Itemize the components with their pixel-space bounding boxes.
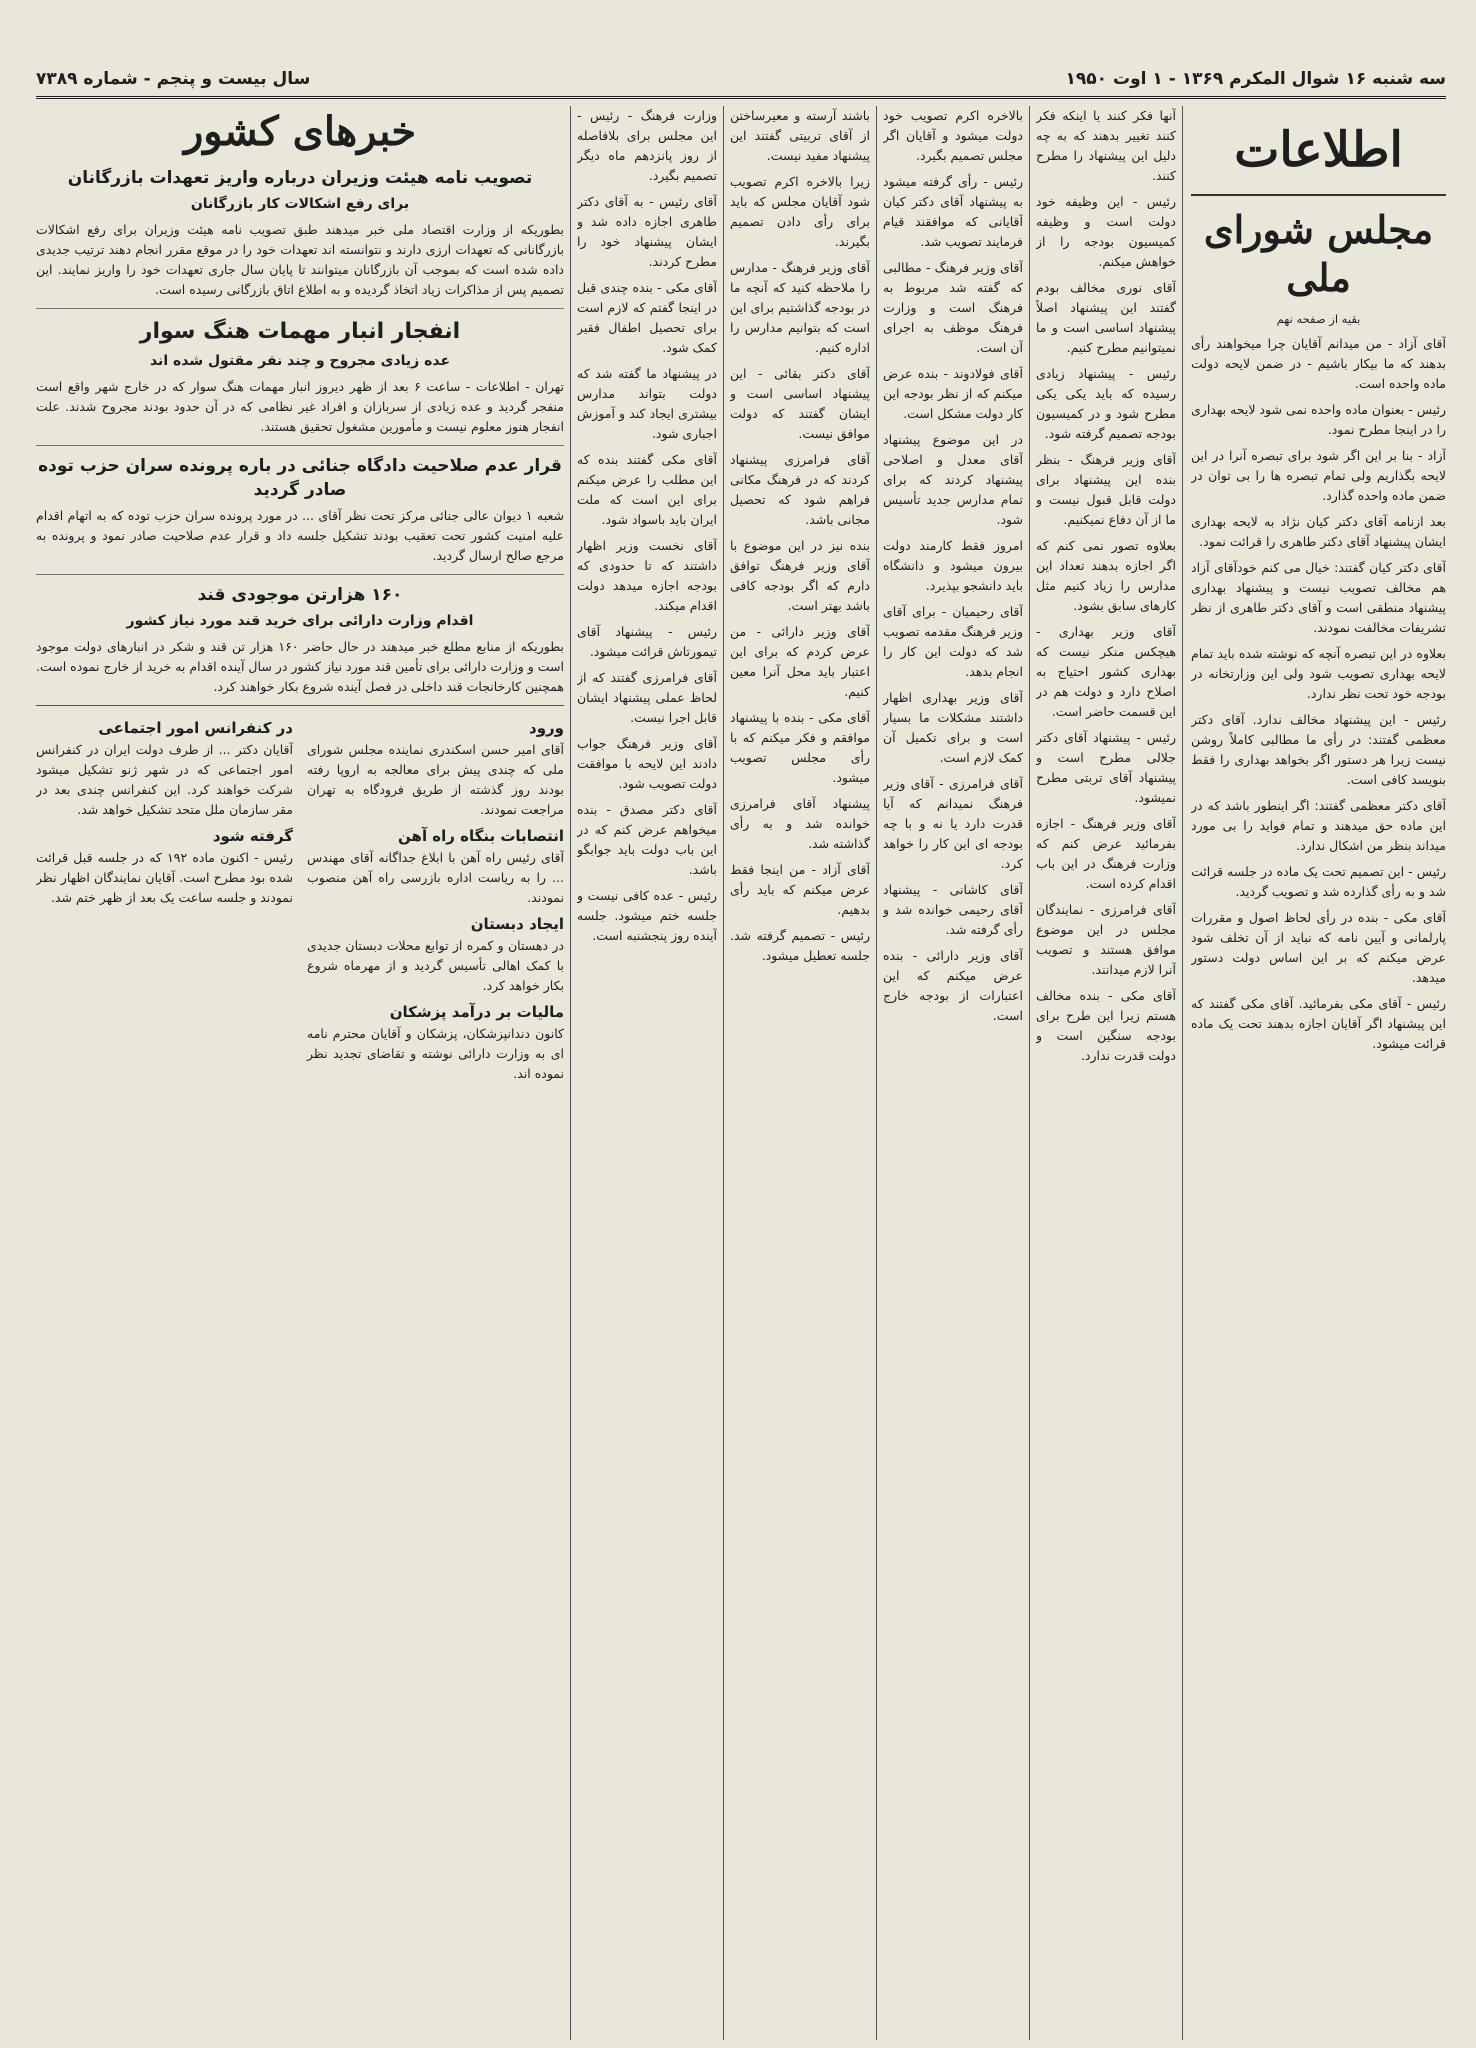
paragraph: رئیس - این تصمیم تحت یک ماده در جلسه قرائت شد و به رأی گذارده شد و تصویب گردید. <box>1191 864 1446 899</box>
headline-sugar: ۱۶۰ هزارتن موجودی قند <box>197 585 403 605</box>
column-3 <box>883 106 1023 2040</box>
item-text: آقایان دکتر ... از طرف دولت ایران در کنفرانس امور اجتماعی که در شهر ژنو تشکیل میشود شرکت خواهند کرد. این کنفرانس چندی بعد در مقر سازمان ملل متحد تشکیل خواهد شد. <box>36 742 293 817</box>
column-rule <box>876 106 877 2040</box>
paragraph: شعبه ۱ دیوان عالی جنائی مرکز تحت نظر آقای ... در مورد پرونده سران حزب توده که به اتهام اقدام علیه امنیت کشور تحت تعقیب بودند تشکیل جلسه داد و قرار عدم صلاحیت صادر نمود و پرونده به مرجع صالح ارسال گردید. <box>36 508 564 563</box>
paragraph: آقای فرامرزی - آقای وزیر فرهنگ نمیدانم که آیا قدرت دارد یا نه و با چه بودجه ای این کار را خواهد کرد. <box>883 776 1023 871</box>
paragraph: بعد ازنامه آقای دکتر کیان نژاد به لایحه بهداری ایشان پیشنهاد آقای دکتر طاهری را قرائت نمود. <box>1191 514 1446 549</box>
paragraph: آقای رئیس - به آقای دکتر طاهری اجازه داده شد و ایشان پیشنهاد خود را مطرح کردند. <box>577 194 717 269</box>
paragraph: آقای وزیر بهداری اظهار داشتند مشکلات ما بسیار است و برای تکمیل آن کمک لازم است. <box>883 690 1023 765</box>
paragraph: آقای فرامرزی پیشنهاد کردند که در فرهنگ مکانی فراهم شود که تحصیل مجانی باشد. <box>730 452 870 527</box>
paragraph: تهران - اطلاعات - ساعت ۶ بعد از ظهر دیروز انبار مهمات هنگ سوار که در خارج شهر واقع است منفجر گردید و عده زیادی از سربازان و افراد غیر نظامی که در آن حدود بودند مجروح شدند. علت انفجار هنوز معلوم نیست و مأمورین مشغول تحقیق هستند. <box>36 379 564 434</box>
paragraph: رئیس - عده کافی نیست و جلسه ختم میشود. جلسه آینده روز پنجشنبه است. <box>577 888 717 943</box>
paragraph: رئیس - تصمیم گرفته شد. جلسه تعطیل میشود. <box>730 928 870 963</box>
paragraph: وزارت فرهنگ - رئیس - این مجلس برای بلافاصله از روز پانزدهم ماه دیگر تصمیم بگیرد. <box>577 108 717 183</box>
subheadline: اقدام وزارت دارائی برای خرید قند مورد نیاز کشور <box>126 613 474 629</box>
item-title: مالیات بر درآمد پزشکان <box>389 1003 564 1021</box>
paragraph: آقای فولادوند - بنده عرض میکنم که از نظر بودجه این کار دولت مشکل است. <box>883 366 1023 421</box>
paragraph: بعلاوه تصور نمی کنم که اگر اجازه بدهند تعداد این مدارس را زیاد کنیم مثل کارهای سابق بشود. <box>1036 538 1176 613</box>
item-title: گرفته شود <box>212 827 293 845</box>
column-rule <box>570 106 571 2040</box>
header-bar <box>36 62 1446 99</box>
logo-text: اطلاعات <box>1234 122 1403 178</box>
paragraph: رئیس - رأی گرفته میشود به پیشنهاد آقای دکتر کیان آقایانی که موافقند قیام فرمایند تصویب شد. <box>883 174 1023 249</box>
paragraph: آقای مکی - بنده در رأی لحاظ اصول و مقررات پارلمانی و آیین نامه که نباید از آن تخلف شود عرض میکنم که بر این اساس دولت دستور میدهد. <box>1191 910 1446 985</box>
item-title: در کنفرانس امور اجتماعی <box>98 719 293 737</box>
paragraph: آقای دکتر بقائی - این پیشنهاد اساسی است و ایشان گفتند که دولت موافق نیست. <box>730 366 870 441</box>
paragraph: آقای مکی - بنده با پیشنهاد موافقم و فکر میکنم که با رأی مجلس تصویب میشود. <box>730 710 870 785</box>
column-parliament <box>1191 202 1446 2040</box>
paragraph: آقای مکی - بنده مخالف هستم زیرا این طرح برای بودجه سنگین است و دولت قدرت ندارد. <box>1036 988 1176 1063</box>
paragraph: آقای آزاد - من میدانم آقایان چرا میخواهند رأی بدهند که ما بیکار باشیم - در ضمن لایحه دولت ماده واحده است. <box>1191 336 1446 391</box>
subcolumn-right <box>307 712 564 1090</box>
issue-date: سه شنبه ۱۶ شوال المکرم ۱۳۶۹ - ۱ اوت ۱۹۵۰ <box>1065 69 1446 89</box>
item-title: انتصابات بنگاه راه آهن <box>398 827 564 845</box>
item-text: کانون دندانپزشکان، پزشکان و آقایان محترم نامه ای به وزارت دارائی نوشته و تقاضای تجدید نظر نموده اند. <box>307 1026 564 1081</box>
paragraph: آقای وزیر فرهنگ - مدارس را ملاحظه کنید که آنچه ما در بودجه گذاشتیم برای این است که بتوانیم مدارس را اداره کنیم. <box>730 260 870 355</box>
newspaper-page <box>36 62 1446 2040</box>
paragraph: آقای وزیر دارائی - بنده عرض میکنم که این اعتبارات از بودجه خارج است. <box>883 948 1023 1023</box>
subheadline: عده زیادی مجروح و چند نفر مقتول شده اند <box>149 353 451 369</box>
paragraph: در پیشنهاد ما گفته شد که دولت بتواند مدارس بیشتری ایجاد کند و آموزش اجباری شود. <box>577 366 717 441</box>
item-text: آقای امیر حسن اسکندری نماینده مجلس شورای ملی که چندی پیش برای معالجه به اروپا رفته بودند روز گذشته از طریق فرودگاه به تهران مراجعت نمودند. <box>307 742 564 817</box>
paragraph: آقای وزیر فرهنگ - بنظر بنده این پیشنهاد برای دولت قابل قبول نیست و ما از آن دفاع نمیکنیم. <box>1036 452 1176 527</box>
paragraph: آقای وزیر فرهنگ - اجازه بفرمائید عرض کنم که وزارت فرهنگ در این باب اقدام کرده است. <box>1036 816 1176 891</box>
paragraph: رئیس - پیشنهاد زیادی رسیده که باید یکی یکی مطرح شود و در کمیسیون بودجه تصمیم گرفته شود. <box>1036 366 1176 441</box>
paragraph: آقای کاشانی - پیشنهاد آقای رحیمی خوانده شد و رأی گرفته شد. <box>883 882 1023 937</box>
column-5 <box>577 106 717 2040</box>
paragraph: آقای دکتر مصدق - بنده میخواهم عرض کنم که در این باب دولت باید جوابگو باشد. <box>577 802 717 877</box>
paragraph: آقای فرامرزی - نمایندگان مجلس در این موضوع موافق هستند و تصویب آنرا لازم میدانند. <box>1036 902 1176 977</box>
paragraph: بالاخره اکرم تصویب خود دولت میشود و آقایان اگر مجلس تصمیم بگیرد. <box>883 108 1023 163</box>
item-text: آقای رئیس راه آهن با ابلاغ جداگانه آقای مهندس ... را به ریاست اداره بازرسی راه آهن منصوب نمودند. <box>307 850 564 905</box>
paragraph: آقای مکی - بنده چندی قبل در اینجا گفتم که لازم است برای تحصیل اطفال فقیر کمک شود. <box>577 280 717 355</box>
paragraph: رئیس - این پیشنهاد مخالف ندارد. آقای دکتر معظمی گفتند: در رأی ما مطالبی کاملاً روشن نیست زیرا هر دستور اگر بخواهد بهداری را فقط بنویسد کافی است. <box>1191 712 1446 787</box>
subheadline: تصویب نامه هیئت وزیران درباره واریز تعهدات بازرگانان <box>67 168 533 188</box>
paragraph: رئیس - پیشنهاد آقای دکتر جلالی مطرح است و پیشنهاد آقای تربتی مطرح نمیشود. <box>1036 730 1176 805</box>
item-text: رئیس - اکنون ماده ۱۹۲ که در جلسه قبل قرائت شده بود مطرح است. آقایان نمایندگان اظهار نظر نمودند و جلسه ساعت یک بعد از ظهر ختم شد. <box>36 850 293 905</box>
paragraph: آزاد - بنا بر این اگر شود برای تبصره آنرا در این لایحه بگذاریم ولی تمام تبصره ها را بی توان در ضمن ماده واحده گذارد. <box>1191 448 1446 503</box>
paragraph: پیشنهاد آقای فرامرزی خوانده شد و به رأی گذاشته شد. <box>730 796 870 851</box>
paragraph: آقای مکی گفتند بنده که این مطلب را عرض میکنم برای این است که ملت ایران باید باسواد شود. <box>577 452 717 527</box>
column-rule <box>1029 106 1030 2040</box>
paragraph: آقای آزاد - من اینجا فقط عرض میکنم که باید رأی بدهیم. <box>730 862 870 917</box>
paragraph: بعلاوه در این تبصره آنچه که نوشته شده باید تمام لایحه بهداری تصویب شود ولی این وزارتخانه در بودجه خود تحت نظر ندارد. <box>1191 646 1446 701</box>
paragraph: بنده نیز در این موضوع با آقای وزیر فرهنگ توافق دارم که اگر بودجه کافی باشد بهتر است. <box>730 538 870 613</box>
subcolumn-left <box>36 712 293 1090</box>
paragraph: آقای وزیر فرهنگ - مطالبی که گفته شد مربوط به فرهنگ است و وزارت فرهنگ موظف به اجرای آن است. <box>883 260 1023 355</box>
paragraph: رئیس - بعنوان ماده واحده نمی شود لایحه بهداری را در اینجا مطرح نمود. <box>1191 402 1446 437</box>
masthead-logo <box>1191 106 1446 196</box>
paragraph: آنها فکر کنند یا اینکه فکر کنند تغییر بدهند که به چه دلیل این پیشنهاد را مطرح کنند. <box>1036 108 1176 183</box>
paragraph: آقای دکتر کیان گفتند: خیال می کنم خودآقای آزاد هم مخالف تصویب نیست و پیشنهاد بهداری پیشنهاد منطقی است و آقای دکتر طاهری از نظر تشریفات مخالفت نمودند. <box>1191 560 1446 635</box>
paragraph: آقای وزیر بهداری - هیچکس منکر نیست که بهداری کشور احتیاج به اصلاح دارد و دولت هم در این قسمت حاضر است. <box>1036 624 1176 719</box>
headline-country-news: خبرهای کشور <box>183 108 417 155</box>
bottom-subcolumns <box>36 705 564 1090</box>
paragraph: آقای دکتر معظمی گفتند: اگر اینطور باشد که در این ماده حق میدهند و تمام فواید را بی مورد میداند بنظر من اشکال ندارد. <box>1191 798 1446 853</box>
divider <box>36 308 564 309</box>
item-text: در دهستان و کمره از توابع محلات دبستان جدیدی با کمک اهالی تأسیس گردید و از مهرماه شروع بکار خواهد کرد. <box>307 938 564 993</box>
column-2 <box>1036 106 1176 2040</box>
column-country-news <box>36 106 564 2040</box>
paragraph: آقای رحیمیان - برای آقای وزیر فرهنگ مقدمه تصویب شد که دولت این کار را انجام بدهد. <box>883 604 1023 679</box>
headline-explosion: انفجار انبار مهمات هنگ سوار <box>139 319 461 344</box>
paragraph: زیرا بالاخره اکرم تصویب شود آقایان مجلس که باید برای رأی دادن تصمیم بگیرند. <box>730 174 870 249</box>
paragraph: بطوریکه از منابع مطلع خبر میدهند در حال حاضر ۱۶۰ هزار تن قند و شکر در انبارهای دولت موجود است و وزارت دارائی برای تأمین قند مورد نیاز کشور در سال آینده اقدام به خرید از خارج نموده است. همچنین کارخانجات قند داخلی در فصل آینده شروع بکار خواهند کرد. <box>36 639 564 694</box>
continued-note: بقیه از صفحه نهم <box>1276 312 1361 326</box>
headline-court: قرار عدم صلاحیت دادگاه جنائی در باره پرونده سران حزب توده صادر گردید <box>38 456 562 500</box>
issue-number: سال بیست و پنجم - شماره ۷۳۸۹ <box>36 69 311 89</box>
paragraph: آقای نخست وزیر اظهار داشتند که تا حدودی که بودجه اجازه میدهد دولت اقدام میکند. <box>577 538 717 613</box>
column-rule <box>723 106 724 2040</box>
subheadline: برای رفع اشکالات کار بازرگانان <box>190 196 410 212</box>
item-title: ایجاد دبستان <box>470 915 564 933</box>
paragraph: آقای نوری مخالف بودم گفتند این پیشنهاد اصلاً پیشنهاد اساسی است و ما نمیتوانیم مطرح کنیم. <box>1036 280 1176 355</box>
paragraph: بطوریکه از وزارت اقتصاد ملی خبر میدهند طبق تصویب نامه هیئت وزیران برای رفع اشکالات بازرگانانی که تعهدات ارزی دارند و نتوانسته اند تعهدات خود را در موقع مقرر انجام دهند ترتیب جدیدی داده شده است که بموجب آن بازرگانان میتوانند تا پایان سال جاری تعهدات خود را واریز نمایند. این تصمیم پس از مذاکرات زیاد اتخاذ گردیده و به اطلاع اتاق بازرگانی رسیده است. <box>36 222 564 297</box>
paragraph: آقای وزیر دارائی - من عرض کردم که برای این اعتبار باید محل آنرا معین کنیم. <box>730 624 870 699</box>
paragraph: رئیس - آقای مکی بفرمائید. آقای مکی گفتند که این پیشنهاد اگر آقایان اجازه بدهند تحت یک ماده قرائت میشود. <box>1191 996 1446 1051</box>
paragraph: آقای وزیر فرهنگ جواب دادند این لایحه با موافقت دولت تصویب شود. <box>577 736 717 791</box>
column-rule <box>1182 106 1183 2040</box>
headline-parliament: مجلس شورای ملی <box>1203 207 1434 300</box>
divider <box>36 445 564 446</box>
paragraph: رئیس - پیشنهاد آقای تیمورتاش قرائت میشود. <box>577 624 717 659</box>
item-title: ورود <box>529 719 564 737</box>
paragraph: در این موضوع پیشنهاد آقای معدل و اصلاحی پیشنهاد کردند که برای تمام مدارس جدید تأسیس شود. <box>883 432 1023 527</box>
paragraph: باشند آرسته و معیرساختن از آقای تربیتی گفتند این پیشنهاد مفید نیست. <box>730 108 870 163</box>
divider <box>36 574 564 575</box>
paragraph: امروز فقط کارمند دولت بیرون میشود و دانشگاه باید دانشجو بپذیرد. <box>883 538 1023 593</box>
paragraph: آقای فرامرزی گفتند که از لحاظ عملی پیشنهاد ایشان قابل اجرا نیست. <box>577 670 717 725</box>
paragraph: رئیس - این وظیفه خود دولت است و وظیفه کمیسیون بودجه را از خواهش میکنم. <box>1036 194 1176 269</box>
column-4 <box>730 106 870 2040</box>
